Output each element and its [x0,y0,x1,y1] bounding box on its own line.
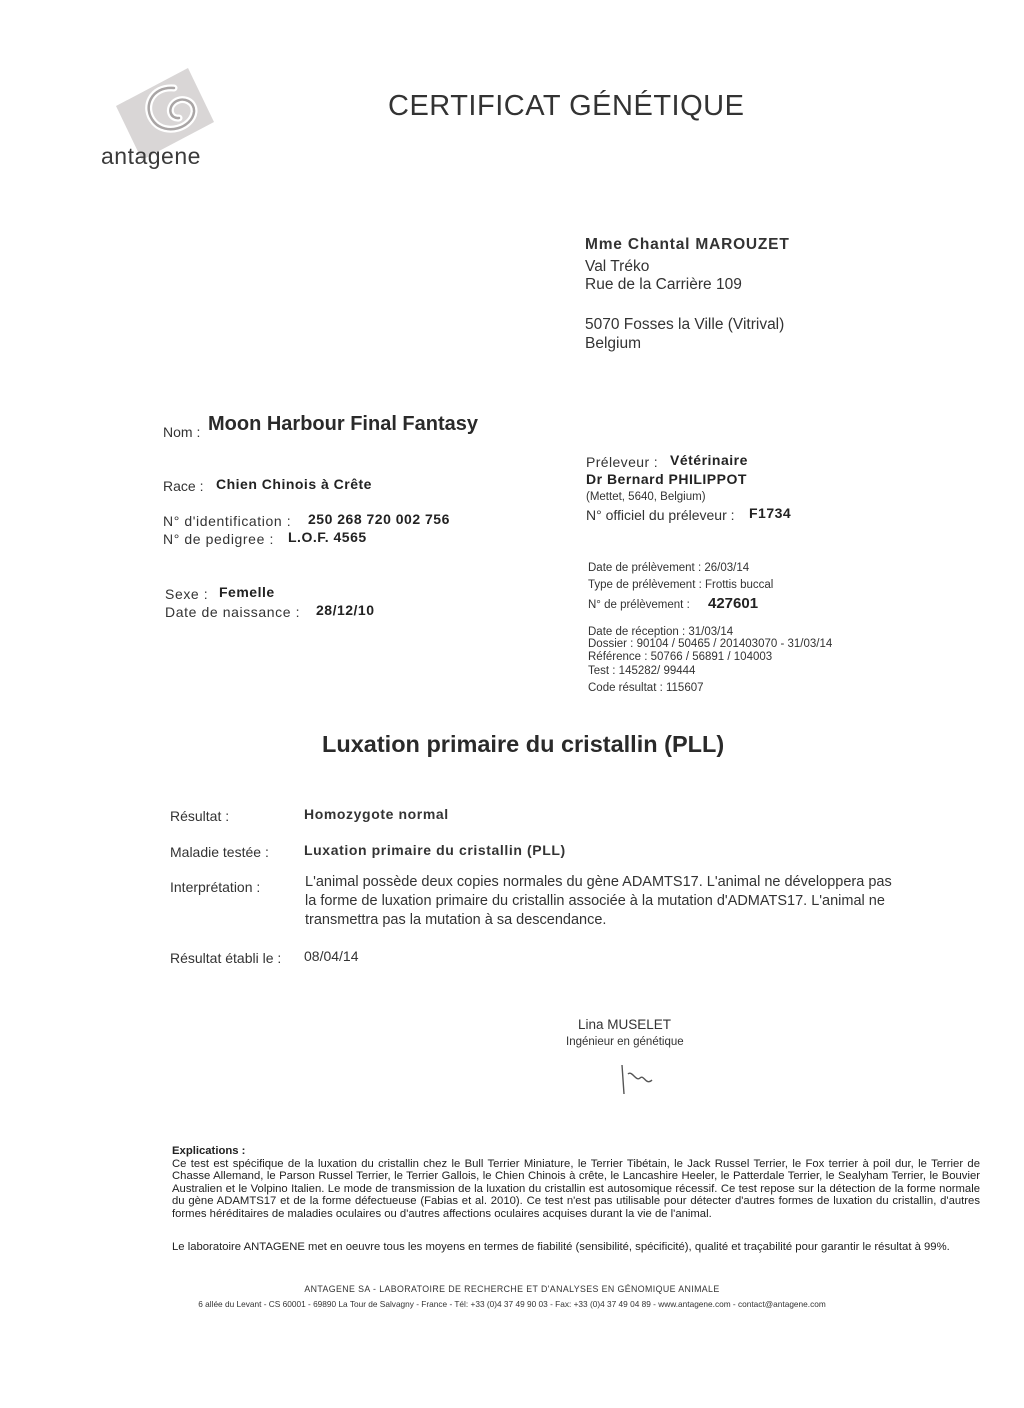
nom-label: Nom : [163,424,201,440]
identification-value: 250 268 720 002 756 [308,511,450,527]
document-title: CERTIFICAT GÉNÉTIQUE [388,90,745,122]
preleveur-officiel-label: N° officiel du préleveur : [586,507,735,523]
preleveur-officiel-value: F1734 [749,505,792,521]
logo-wordmark: antagene [101,143,201,169]
preleveur-role: Vétérinaire [670,452,748,468]
recipient-name: Mme Chantal MAROUZET [585,236,790,253]
test-number: Test : 145282/ 99444 [588,665,696,677]
pedigree-value: L.O.F. 4565 [288,529,367,545]
maladie-value: Luxation primaire du cristallin (PLL) [304,842,566,858]
test-title: Luxation primaire du cristallin (PLL) [322,731,725,757]
explanations-heading: Explications : [172,1145,246,1157]
num-prelevement-value: 427601 [708,595,759,612]
signature-icon [610,1060,690,1100]
preleveur-name: Dr Bernard PHILIPPOT [586,471,747,487]
footer-address: 6 allée du Levant - CS 60001 - 69890 La Tour de Salvagny - France - Tél: +33 (0)4 37 49 90 03 - Fax: +33 (0)4 37 49 04 89 - www.antagene.com - contact@antagene.com [198,1299,826,1309]
reference: Référence : 50766 / 56891 / 104003 [588,651,773,663]
etabli-label: Résultat établi le : [170,950,282,966]
num-prelevement-label: N° de prélèvement : [588,599,690,611]
recipient-line2: Rue de la Carrière 109 [585,276,742,293]
explanations-text: Ce test est spécifique de la luxation du cristallin chez le Bull Terrier Miniature, le Terrier Tibétain, le Jack Russel Terrier, le Fox terrier à poil dur, le Terrier de Chasse Allemand, le Parson Russel Terrier, le Terrier Gallois, le Chien Chinois à crête, le Lancashire Heeler, le Patterdale Terrier, le Sealyham Terrier, le Bouvier Australien et le Volpino Italien. Le mode de transmission de la luxation du cristallin est autosomique récessif. Ce test repose sur la détection de la forme normale du gène ADAMTS17 et de la forme défectueuse (Fabias et al. 2010). Ce test n'est pas utilisable pour détecter d'autres formes de luxation du cristallin, d'autres formes héréditaires de maladies oculaires ou d'autres affections oculaires acquises durant la vie de l'animal. [172,1157,980,1220]
signatory-title: Ingénieur en génétique [566,1036,684,1048]
dossier: Dossier : 90104 / 50465 / 201403070 - 31/03/14 [588,638,833,650]
date-prelevement: Date de prélèvement : 26/03/14 [588,562,750,574]
signatory-name: Lina MUSELET [578,1017,672,1032]
explanations-block [172,1145,980,1220]
naissance-label: Date de naissance : [165,604,301,620]
interpretation-text: L'animal possède deux copies normales du gène ADAMTS17. L'animal ne développera pas la forme de luxation primaire du cristallin associée à la mutation d'ADMATS17. L'animal ne transmettra pas la mutation à sa descendance. [305,874,892,928]
footer-company: ANTAGENE SA - LABORATOIRE DE RECHERCHE ET D'ANALYSES EN GÉNOMIQUE ANIMALE [304,1284,720,1294]
race-label: Race : [163,478,204,494]
code-resultat: Code résultat : 115607 [588,682,704,694]
sexe-value: Femelle [219,584,275,600]
etabli-value: 08/04/14 [304,948,359,964]
maladie-label: Maladie testée : [170,844,269,860]
resultat-value: Homozygote normal [304,806,449,822]
type-prelevement: Type de prélèvement : Frottis buccal [588,579,774,591]
pedigree-label: N° de pedigree : [163,531,274,547]
recipient-line3: 5070 Fosses la Ville (Vitrival) [585,316,785,333]
identification-label: N° d'identification : [163,513,292,529]
preleveur-label: Préleveur : [586,454,659,470]
naissance-value: 28/12/10 [316,602,375,618]
animal-name: Moon Harbour Final Fantasy [208,413,479,435]
interpretation-label: Interprétation : [170,879,261,895]
sexe-label: Sexe : [165,586,209,602]
date-reception: Date de réception : 31/03/14 [588,626,734,638]
recipient-line1: Val Tréko [585,258,650,275]
recipient-line4: Belgium [585,335,641,352]
lab-statement: Le laboratoire ANTAGENE met en oeuvre tous les moyens en termes de fiabilité (sensibilité, spécificité), qualité et traçabilité pour garantir le résultat à 99%. [172,1241,950,1253]
preleveur-place: (Mettet, 5640, Belgium) [586,491,706,503]
race-value: Chien Chinois à Crête [216,476,372,492]
resultat-label: Résultat : [170,808,230,824]
